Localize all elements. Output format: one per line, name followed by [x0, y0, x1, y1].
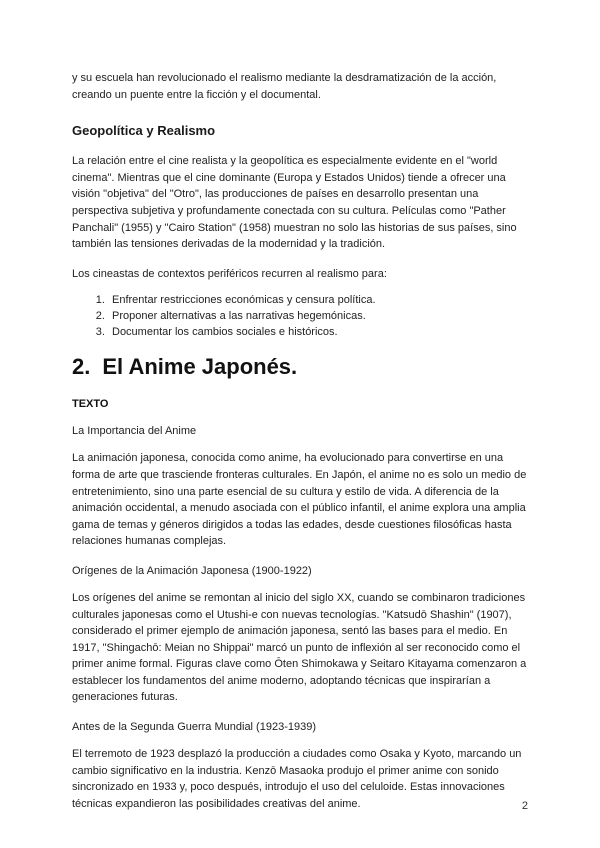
geopolitica-paragraph: La relación entre el cine realista y la geopolítica es especialmente evidente en el "world cinema". Mientras que el cine dominante (Europa y Estados Unidos) tiende a ofrecer una visión "objetiva" del "Otro", las producciones de países en desarrollo presentan una perspectiva subjetiva y profundamente conectada con su cultura. Películas como "Pather Panchali" (1955) y "Cairo Station" (1958) muestran no solo las historias de sus países, sino también las tensiones derivadas de la modernidad y la tradición. — [72, 155, 517, 251]
realism-list-lead: Los cineastas de contextos periféricos recurren al realismo para: — [72, 267, 387, 280]
subheading-preguerra: Antes de la Segunda Guerra Mundial (1923-1939) — [72, 721, 316, 734]
realism-purpose-list — [72, 292, 530, 340]
paragraph-preguerra: El terremoto de 1923 desplazó la producción a ciudades como Osaka y Kyoto, marcando un cambio significativo en la industria. Kenzō Masaoka produjo el primer anime con sonido sincronizado en 1933 y, poco después, introdujo el uso del celuloide. Estas innovaciones técnicas expandieron las posibilidades creativas del anime. — [72, 748, 522, 810]
intro-paragraph: y su escuela han revolucionado el realismo mediante la desdramatización de la acción, creando un puente entre la ficción y el documental. — [72, 72, 497, 101]
chapter-number: 2. — [72, 354, 91, 380]
page-number: 2 — [521, 800, 528, 812]
section-heading-geopolitica: Geopolítica y Realismo — [72, 123, 216, 139]
list-item: 1. Enfrentar restricciones económicas y censura política. — [108, 292, 530, 308]
list-item: 3. Documentar los cambios sociales e históricos. — [108, 324, 530, 340]
paragraph-importancia: La animación japonesa, conocida como anime, ha evolucionado para convertirse en una forma de arte que trasciende fronteras culturales. En Japón, el anime no es solo un medio de entretenimiento, sino una parte esencial de su cultura y estilo de vida. A diferencia de la animación occidental, a menudo asociada con el público infantil, el anime explora una amplia gama de temas y géneros dirigidos a todas las edades, desde cuestiones filosóficas hasta relaciones humanas complejas. — [72, 452, 527, 548]
subheading-importancia: La Importancia del Anime — [72, 425, 197, 438]
chapter-heading — [72, 352, 530, 382]
chapter-title: El Anime Japonés. — [102, 354, 298, 380]
subheading-origenes: Orígenes de la Animación Japonesa (1900-1922) — [72, 564, 312, 577]
list-item: 2. Proponer alternativas a las narrativas hegemónicas. — [108, 308, 530, 324]
texto-label: TEXTO — [72, 398, 109, 411]
paragraph-origenes: Los orígenes del anime se remontan al inicio del siglo XX, cuando se combinaron tradiciones culturales japonesas como el Utushi-e con nuevas tecnologías. "Katsudō Shashin" (1907), considerado el primer ejemplo de animación japonesa, sentó las bases para el medio. En 1917, "Shingachō: Meian no Shippai" marcó un punto de inflexión al ser reconocido como el primer anime formal. Figuras clave como Ōten Shimokawa y Seitaro Kitayama comenzaron a establecer los fundamentos del anime moderno, adoptando técnicas que inspirarían a generaciones futuras. — [72, 591, 527, 704]
page-content — [72, 70, 530, 825]
